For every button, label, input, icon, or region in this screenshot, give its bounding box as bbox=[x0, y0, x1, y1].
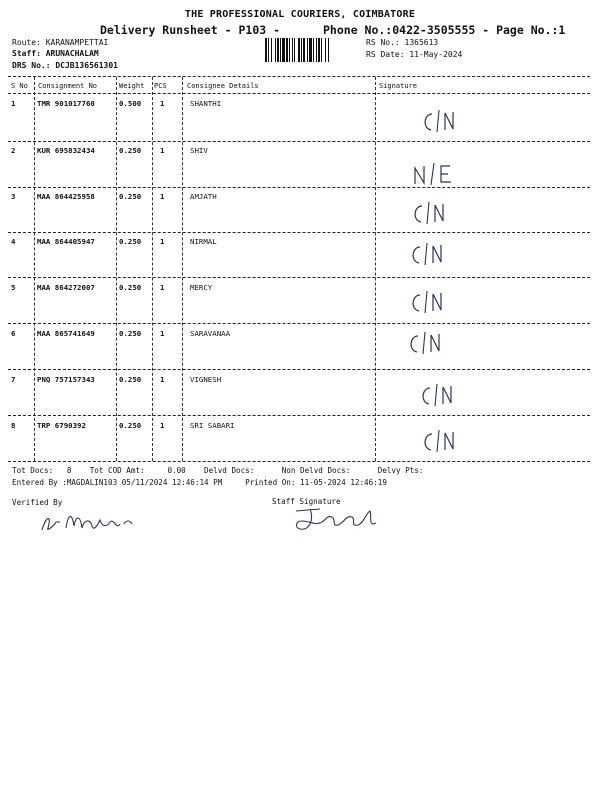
row-consignment: MAA 864272007 bbox=[37, 283, 95, 292]
row-consignee: SHANTHI bbox=[190, 99, 222, 108]
row-pcs: 1 bbox=[160, 329, 165, 338]
staff-handwritten-signature bbox=[292, 505, 382, 537]
verifier-signature bbox=[36, 506, 146, 536]
row-consignee: MERCY bbox=[190, 283, 213, 292]
row-consignment: TRP 6790392 bbox=[37, 421, 86, 430]
handwritten-cn-mark bbox=[416, 382, 464, 410]
row-sno: 8 bbox=[11, 421, 16, 430]
row-weight: 0.250 bbox=[119, 329, 142, 338]
row-sno: 6 bbox=[11, 329, 16, 338]
row-divider bbox=[8, 232, 590, 233]
column-header-consignee: Consignee Details bbox=[187, 82, 259, 90]
row-divider bbox=[8, 323, 590, 324]
row-consignment: KUR 695832434 bbox=[37, 146, 95, 155]
column-header-sno: S No bbox=[11, 82, 28, 90]
row-sno: 1 bbox=[11, 99, 16, 108]
row-pcs: 1 bbox=[160, 99, 165, 108]
column-divider bbox=[116, 77, 117, 461]
row-weight: 0.250 bbox=[119, 375, 142, 384]
row-sno: 2 bbox=[11, 146, 16, 155]
route-label: Route: KARANAMPETTAI bbox=[12, 38, 109, 47]
row-pcs: 1 bbox=[160, 192, 165, 201]
row-consignee: AMJATH bbox=[190, 192, 217, 201]
row-consignee: NIRMAL bbox=[190, 237, 217, 246]
row-consignment: MAA 864425958 bbox=[37, 192, 95, 201]
runsheet-title: Delivery Runsheet - P103 - bbox=[100, 23, 281, 37]
handwritten-cn-mark bbox=[418, 428, 466, 456]
row-divider bbox=[8, 369, 590, 370]
staff-label: Staff: ARUNACHALAM bbox=[12, 49, 99, 58]
handwritten-ne-mark bbox=[410, 160, 462, 188]
row-weight: 0.250 bbox=[119, 237, 142, 246]
row-sno: 3 bbox=[11, 192, 16, 201]
row-consignment: MAA 865741649 bbox=[37, 329, 95, 338]
handwritten-cn-mark bbox=[408, 200, 456, 228]
column-divider bbox=[375, 77, 376, 461]
totals-line: Tot Docs: 8 Tot COD Amt: 0.00 Delvd Docs: Non Delvd Docs: Delvy Pts: bbox=[12, 466, 424, 475]
row-consignee: VIGNESH bbox=[190, 375, 222, 384]
column-divider bbox=[34, 77, 35, 461]
row-divider bbox=[8, 415, 590, 416]
row-pcs: 1 bbox=[160, 283, 165, 292]
row-consignee: SHIV bbox=[190, 146, 208, 155]
column-header-pcs: PCS bbox=[154, 82, 167, 90]
handwritten-cn-mark bbox=[404, 330, 452, 358]
verified-by-label: Verified By bbox=[12, 498, 63, 507]
row-pcs: 1 bbox=[160, 421, 165, 430]
staff-signature-label: Staff Signature bbox=[272, 497, 341, 506]
row-consignment: PNQ 757157343 bbox=[37, 375, 95, 384]
column-header-weight: Weight bbox=[119, 82, 145, 90]
header-bottom-rule bbox=[8, 93, 590, 94]
row-divider bbox=[8, 277, 590, 278]
runsheet-phone-page: Phone No.:0422-3505555 - Page No.:1 bbox=[323, 23, 566, 37]
handwritten-cn-mark bbox=[406, 289, 454, 317]
rs-date: RS Date: 11-May-2024 bbox=[366, 50, 463, 59]
row-consignee: SARAVANAA bbox=[190, 329, 231, 338]
row-pcs: 1 bbox=[160, 146, 165, 155]
row-divider bbox=[8, 187, 590, 188]
column-divider bbox=[152, 77, 153, 461]
company-name: THE PROFESSIONAL COURIERS, COIMBATORE bbox=[184, 9, 416, 20]
row-weight: 0.250 bbox=[119, 421, 142, 430]
column-divider bbox=[182, 77, 183, 461]
row-pcs: 1 bbox=[160, 237, 165, 246]
row-sno: 7 bbox=[11, 375, 16, 384]
header-top-rule bbox=[8, 76, 590, 77]
entered-by-line: Entered By :MAGDALIN103 05/11/2024 12:46:14 PM Printed On: 11-05-2024 12:46:19 bbox=[12, 478, 387, 487]
row-weight: 0.250 bbox=[119, 283, 142, 292]
row-weight: 0.250 bbox=[119, 192, 142, 201]
row-sno: 4 bbox=[11, 237, 16, 246]
handwritten-cn-mark bbox=[406, 241, 454, 269]
table-bottom-rule bbox=[8, 461, 590, 462]
row-weight: 0.250 bbox=[119, 146, 142, 155]
row-sno: 5 bbox=[11, 283, 16, 292]
barcode-bar bbox=[328, 38, 329, 62]
handwritten-cn-mark bbox=[418, 108, 466, 136]
row-weight: 0.500 bbox=[119, 99, 142, 108]
rs-number: RS No.: 1365613 bbox=[366, 38, 439, 47]
row-consignee: SRI SABARI bbox=[190, 421, 235, 430]
column-header-signature: Signature bbox=[379, 82, 417, 90]
row-consignment: MAA 864405947 bbox=[37, 237, 95, 246]
column-header-consignment: Consignment No bbox=[38, 82, 98, 90]
row-consignment: TMR 901017760 bbox=[37, 99, 95, 108]
row-pcs: 1 bbox=[160, 375, 165, 384]
drs-number: DRS No.: DCJB136561301 bbox=[12, 61, 118, 70]
row-divider bbox=[8, 141, 590, 142]
barcode-image bbox=[265, 38, 357, 62]
